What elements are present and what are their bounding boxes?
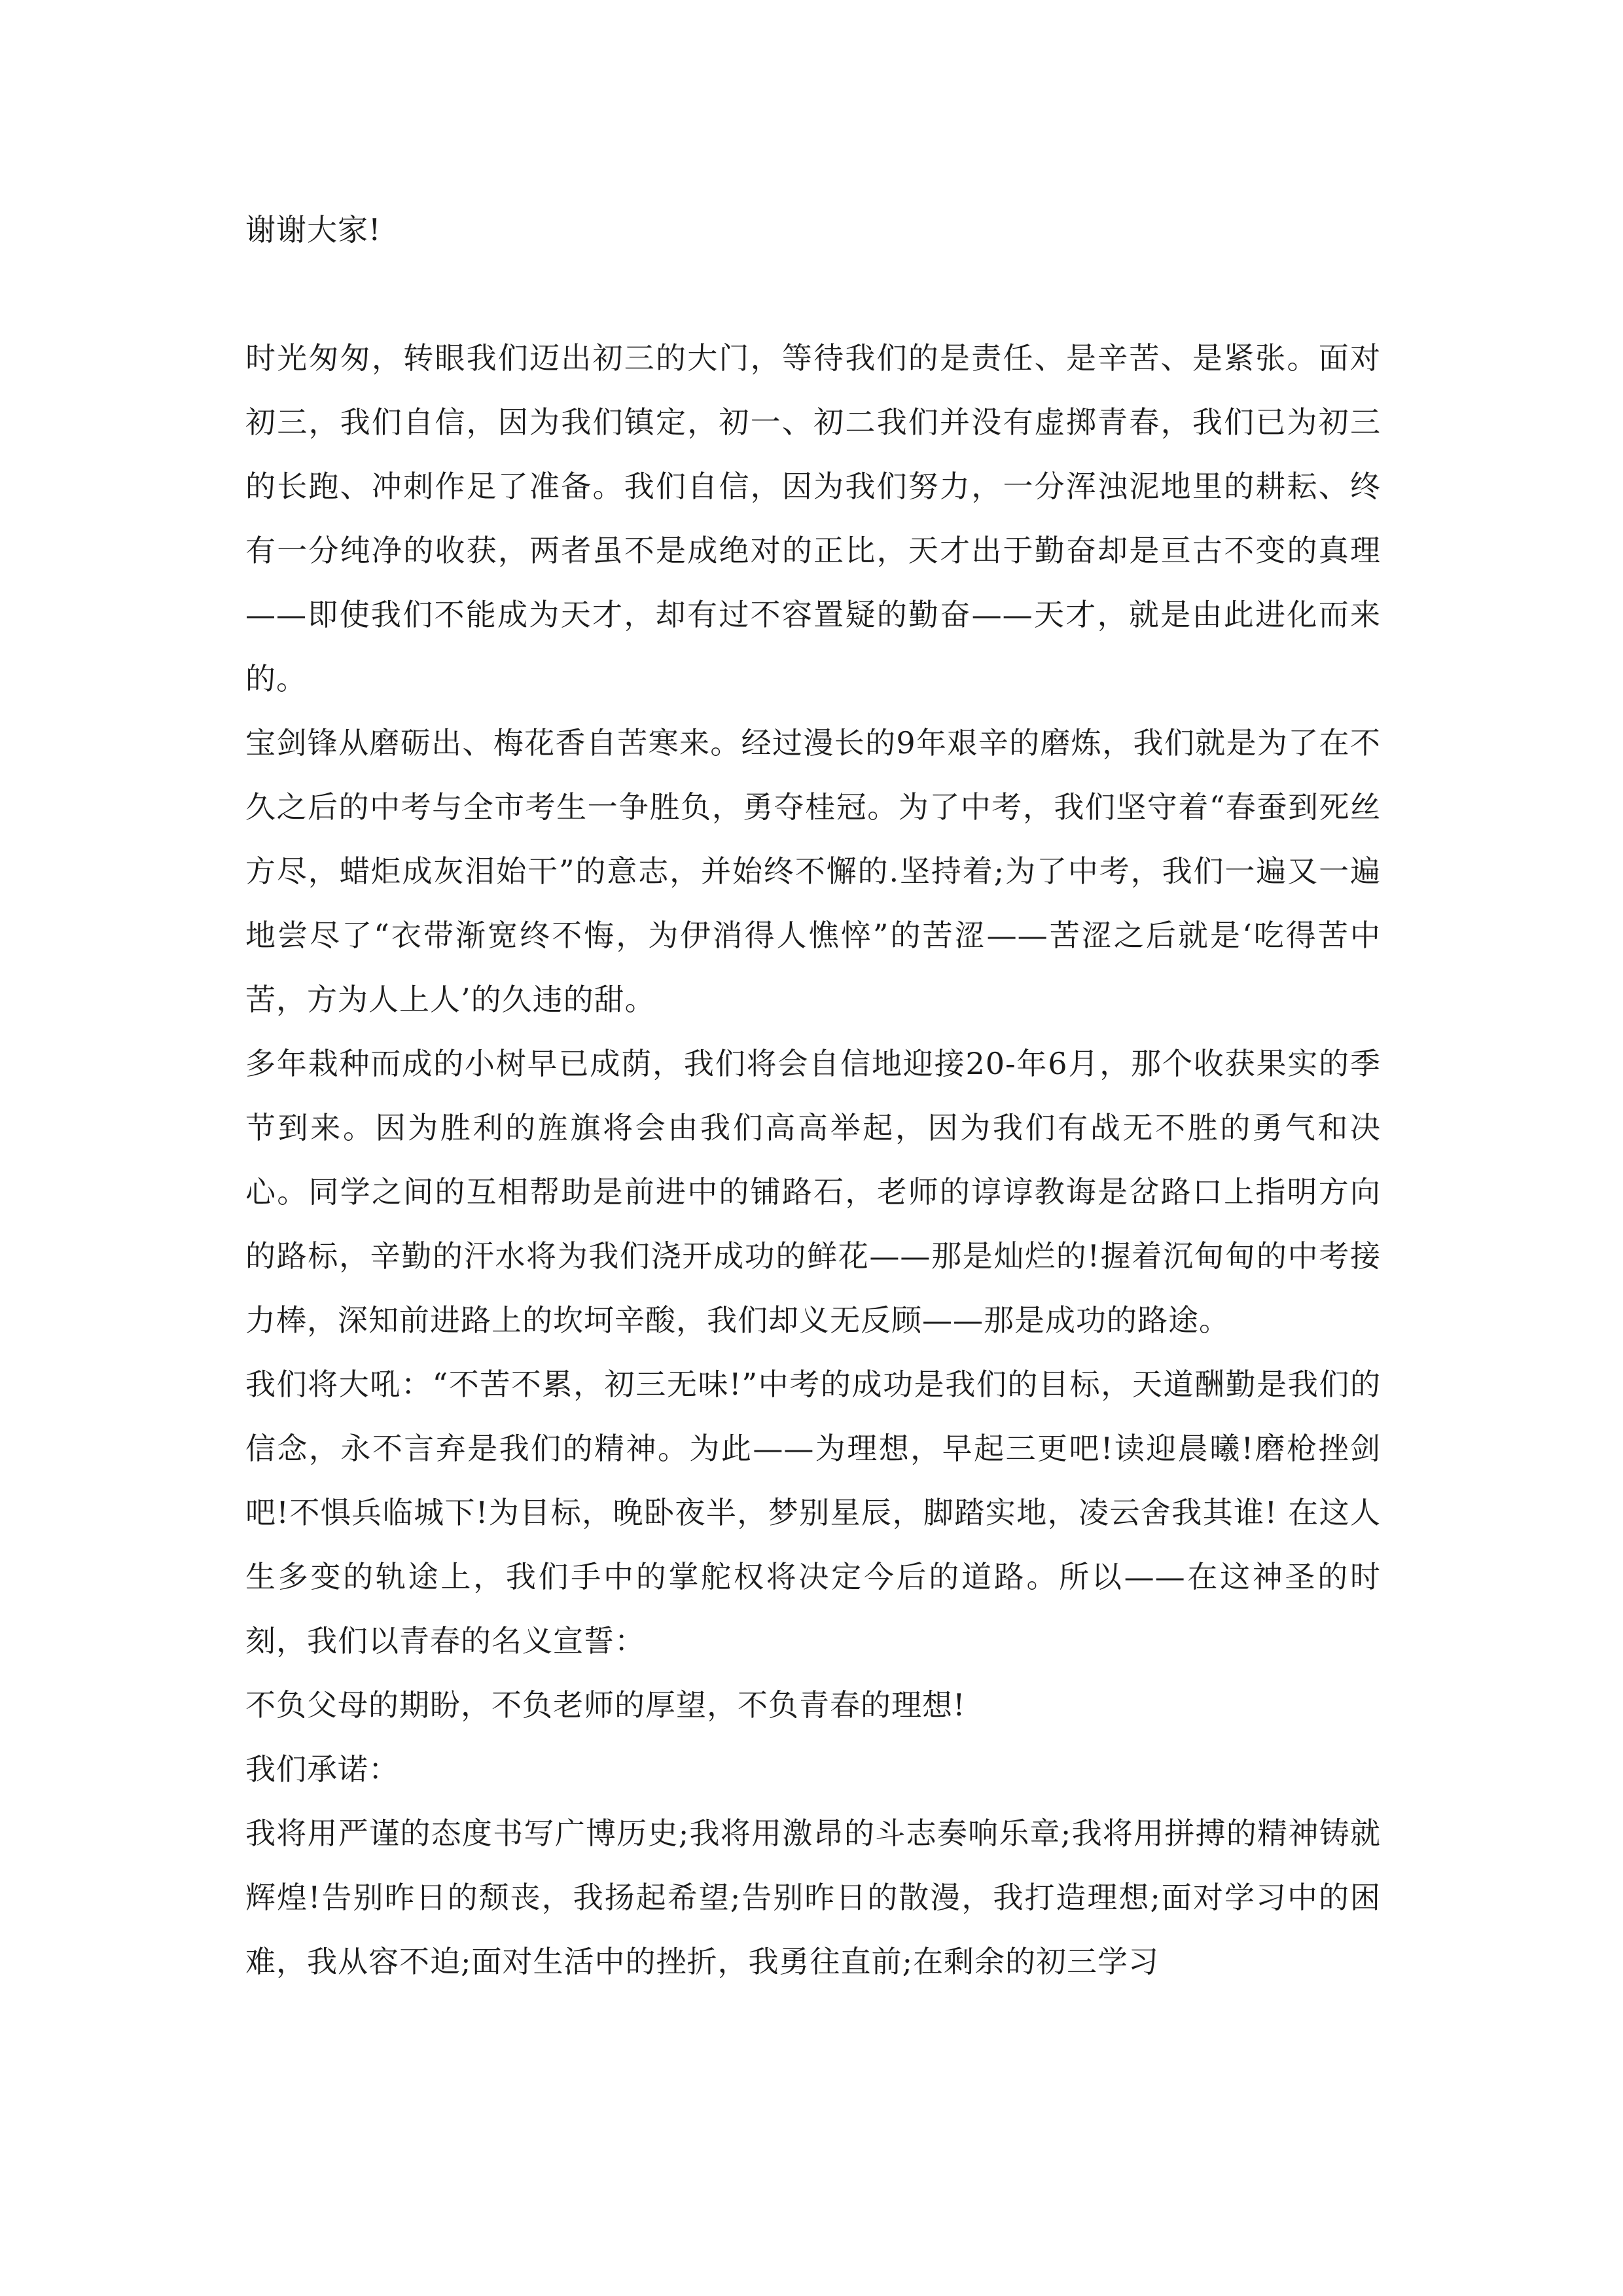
paragraph-1: 时光匆匆，转眼我们迈出初三的大门，等待我们的是责任、是辛苦、是紧张。面对初三，我们自信，因为我们镇定，初一、初二我们并没有虚掷青春，我们已为初三的长跑、冲刺作足了准备。我们自信，因为我们努力，一分浑浊泥地里的耕耘、终有一分纯净的收获，两者虽不是成绝对的正比，天才出于勤奋却是亘古不变的真理——即使我们不能成为天才，却有过不容置疑的勤奋——天才，就是由此进化而来的。 [245, 340, 1381, 696]
paragraph-4: 我们将大吼：“不苦不累，初三无味!”中考的成功是我们的目标，天道酬勤是我们的信念，永不言弃是我们的精神。为此——为理想，早起三更吧!读迎晨曦!磨枪挫剑吧!不惧兵临城下!为目标，晚卧夜半，梦别星辰，脚踏实地，凌云舍我其谁! 在这人生多变的轨途上，我们手中的掌舵权将决定今后的道路。所以——在这神圣的时刻，我们以青春的名义宣誓： [245, 1367, 1381, 1659]
paragraph-3: 多年栽种而成的小树早已成荫，我们将会自信地迎接20-年6月，那个收获果实的季节到来。因为胜利的旌旗将会由我们高高举起，因为我们有战无不胜的勇气和决心。同学之间的互相帮助是前进中的铺路石，老师的谆谆教诲是岔路口上指明方向的路标，辛勤的汗水将为我们浇开成功的鲜花——那是灿烂的!握着沉甸甸的中考接力棒，深知前进路上的坎坷辛酸，我们却义无反顾——那是成功的路途。 [245, 1046, 1381, 1338]
paragraph-6: 我们承诺： [245, 1751, 399, 1787]
paragraph-7: 我将用严谨的态度书写广博历史;我将用激昂的斗志奏响乐章;我将用拼搏的精神铸就辉煌!告别昨日的颓丧，我扬起希望;告别昨日的散漫，我打造理想;面对学习中的困难，我从容不迫;面对生活中的挫折，我勇往直前;在剩余的初三学习 [245, 1816, 1381, 1979]
closing-greeting: 谢谢大家! [245, 212, 382, 247]
paragraph-5: 不负父母的期盼，不负老师的厚望，不负青春的理想! [245, 1687, 966, 1723]
body-text [245, 326, 1381, 1994]
paragraph-2: 宝剑锋从磨砺出、梅花香自苦寒来。经过漫长的9年艰辛的磨炼，我们就是为了在不久之后的中考与全市考生一争胜负，勇夺桂冠。为了中考，我们坚守着“春蚕到死丝方尽，蜡炬成灰泪始干”的意志，并始终不懈的.坚持着;为了中考，我们一遍又一遍地尝尽了“衣带渐宽终不悔，为伊消得人憔悴”的苦涩——苦涩之后就是‘吃得苦中苦，方为人上人’的久违的甜。 [245, 725, 1381, 1017]
